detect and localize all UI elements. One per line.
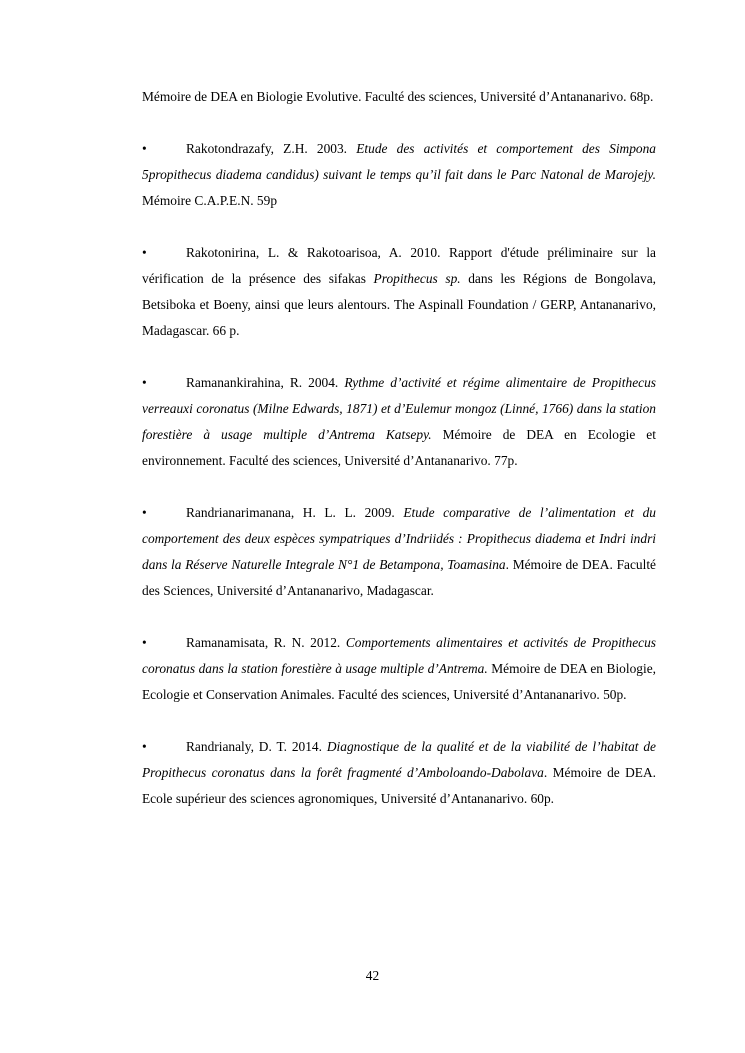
reference-title: Etude comparative de l’alimentation et du comportement des deux espèces sympatriques d’Indriidés : Propithecus diadema et Indri indri dans la Réserve Naturelle Integrale N°1 de Betampona, Toamasina bbox=[142, 505, 656, 572]
reference-entry bbox=[142, 500, 656, 604]
bullet-icon: • bbox=[142, 635, 147, 650]
bullet-icon: • bbox=[142, 141, 147, 156]
reference-text bbox=[142, 370, 656, 474]
reference-text bbox=[142, 240, 656, 344]
reference-title: Comportements alimentaires et activités de Propithecus coronatus dans la station forestière à usage multiple d’Antrema. bbox=[142, 635, 656, 676]
reference-text bbox=[142, 136, 656, 214]
reference-title: Etude des activités et comportement des Simpona 5propithecus diadema candidus) suivant le temps qu’il fait dans le Parc Natonal de Marojejy. bbox=[142, 141, 656, 182]
reference-publication: dans les Régions de Bongolava, Betsiboka et Boeny, ainsi que leurs alentours. The Aspinall Foundation / GERP, Antananarivo, Madagascar. 66 p. bbox=[142, 271, 656, 338]
reference-publication: Mémoire C.A.P.E.N. 59p bbox=[142, 193, 278, 208]
reference-title: Rythme d’activité et régime alimentaire de Propithecus verreauxi coronatus (Milne Edwards, 1871) et d’Eulemur mongoz (Linné, 1766) dans la station forestière à usage multiple d’Antrema Katsepy. bbox=[142, 375, 656, 442]
reference-author-year: Randrianarimanana, H. L. L. 2009. bbox=[186, 505, 404, 520]
reference-author-year: Ramanankirahina, R. 2004. bbox=[186, 375, 345, 390]
reference-publication: . Mémoire de DEA. Faculté des Sciences, Université d’Antananarivo, Madagascar. bbox=[142, 557, 656, 598]
reference-entry bbox=[142, 136, 656, 214]
bullet-icon: • bbox=[142, 739, 147, 754]
bullet-icon: • bbox=[142, 245, 147, 260]
reference-text bbox=[142, 630, 656, 708]
reference-text bbox=[142, 734, 656, 812]
bullet-icon: • bbox=[142, 505, 147, 520]
reference-entry bbox=[142, 370, 656, 474]
reference-entry bbox=[142, 240, 656, 344]
reference-entry bbox=[142, 630, 656, 708]
reference-author-year: Rakotondrazafy, Z.H. 2003. bbox=[186, 141, 357, 156]
reference-text bbox=[142, 500, 656, 604]
reference-author-year: Randrianaly, D. T. 2014. bbox=[186, 739, 327, 754]
reference-title: Propithecus sp. bbox=[373, 271, 461, 286]
reference-entry bbox=[142, 734, 656, 812]
reference-publication: . Mémoire de DEA. Ecole supérieur des sciences agronomiques, Université d’Antananarivo. 60p. bbox=[142, 765, 657, 806]
bibliography-page bbox=[142, 84, 656, 838]
reference-author-year: Ramanamisata, R. N. 2012. bbox=[186, 635, 346, 650]
reference-author-year: Rakotonirina, L. & Rakotoarisoa, A. 2010. Rapport d'étude préliminaire sur la vérification de la présence des sifakas bbox=[142, 245, 656, 286]
page-number: 42 bbox=[365, 968, 380, 983]
reference-publication: Mémoire de DEA en Ecologie et environnement. Faculté des sciences, Université d’Antananarivo. 77p. bbox=[142, 427, 656, 468]
reference-continuation: Mémoire de DEA en Biologie Evolutive. Faculté des sciences, Université d’Antananarivo. 68p. bbox=[142, 89, 654, 104]
reference-publication: Mémoire de DEA en Biologie, Ecologie et Conservation Animales. Faculté des sciences, Université d’Antananarivo. 50p. bbox=[142, 661, 656, 702]
reference-title: Diagnostique de la qualité et de la viabilité de l’habitat de Propithecus coronatus dans la forêt fragmenté d’Amboloando-Dabolava bbox=[142, 739, 656, 780]
bullet-icon: • bbox=[142, 375, 147, 390]
